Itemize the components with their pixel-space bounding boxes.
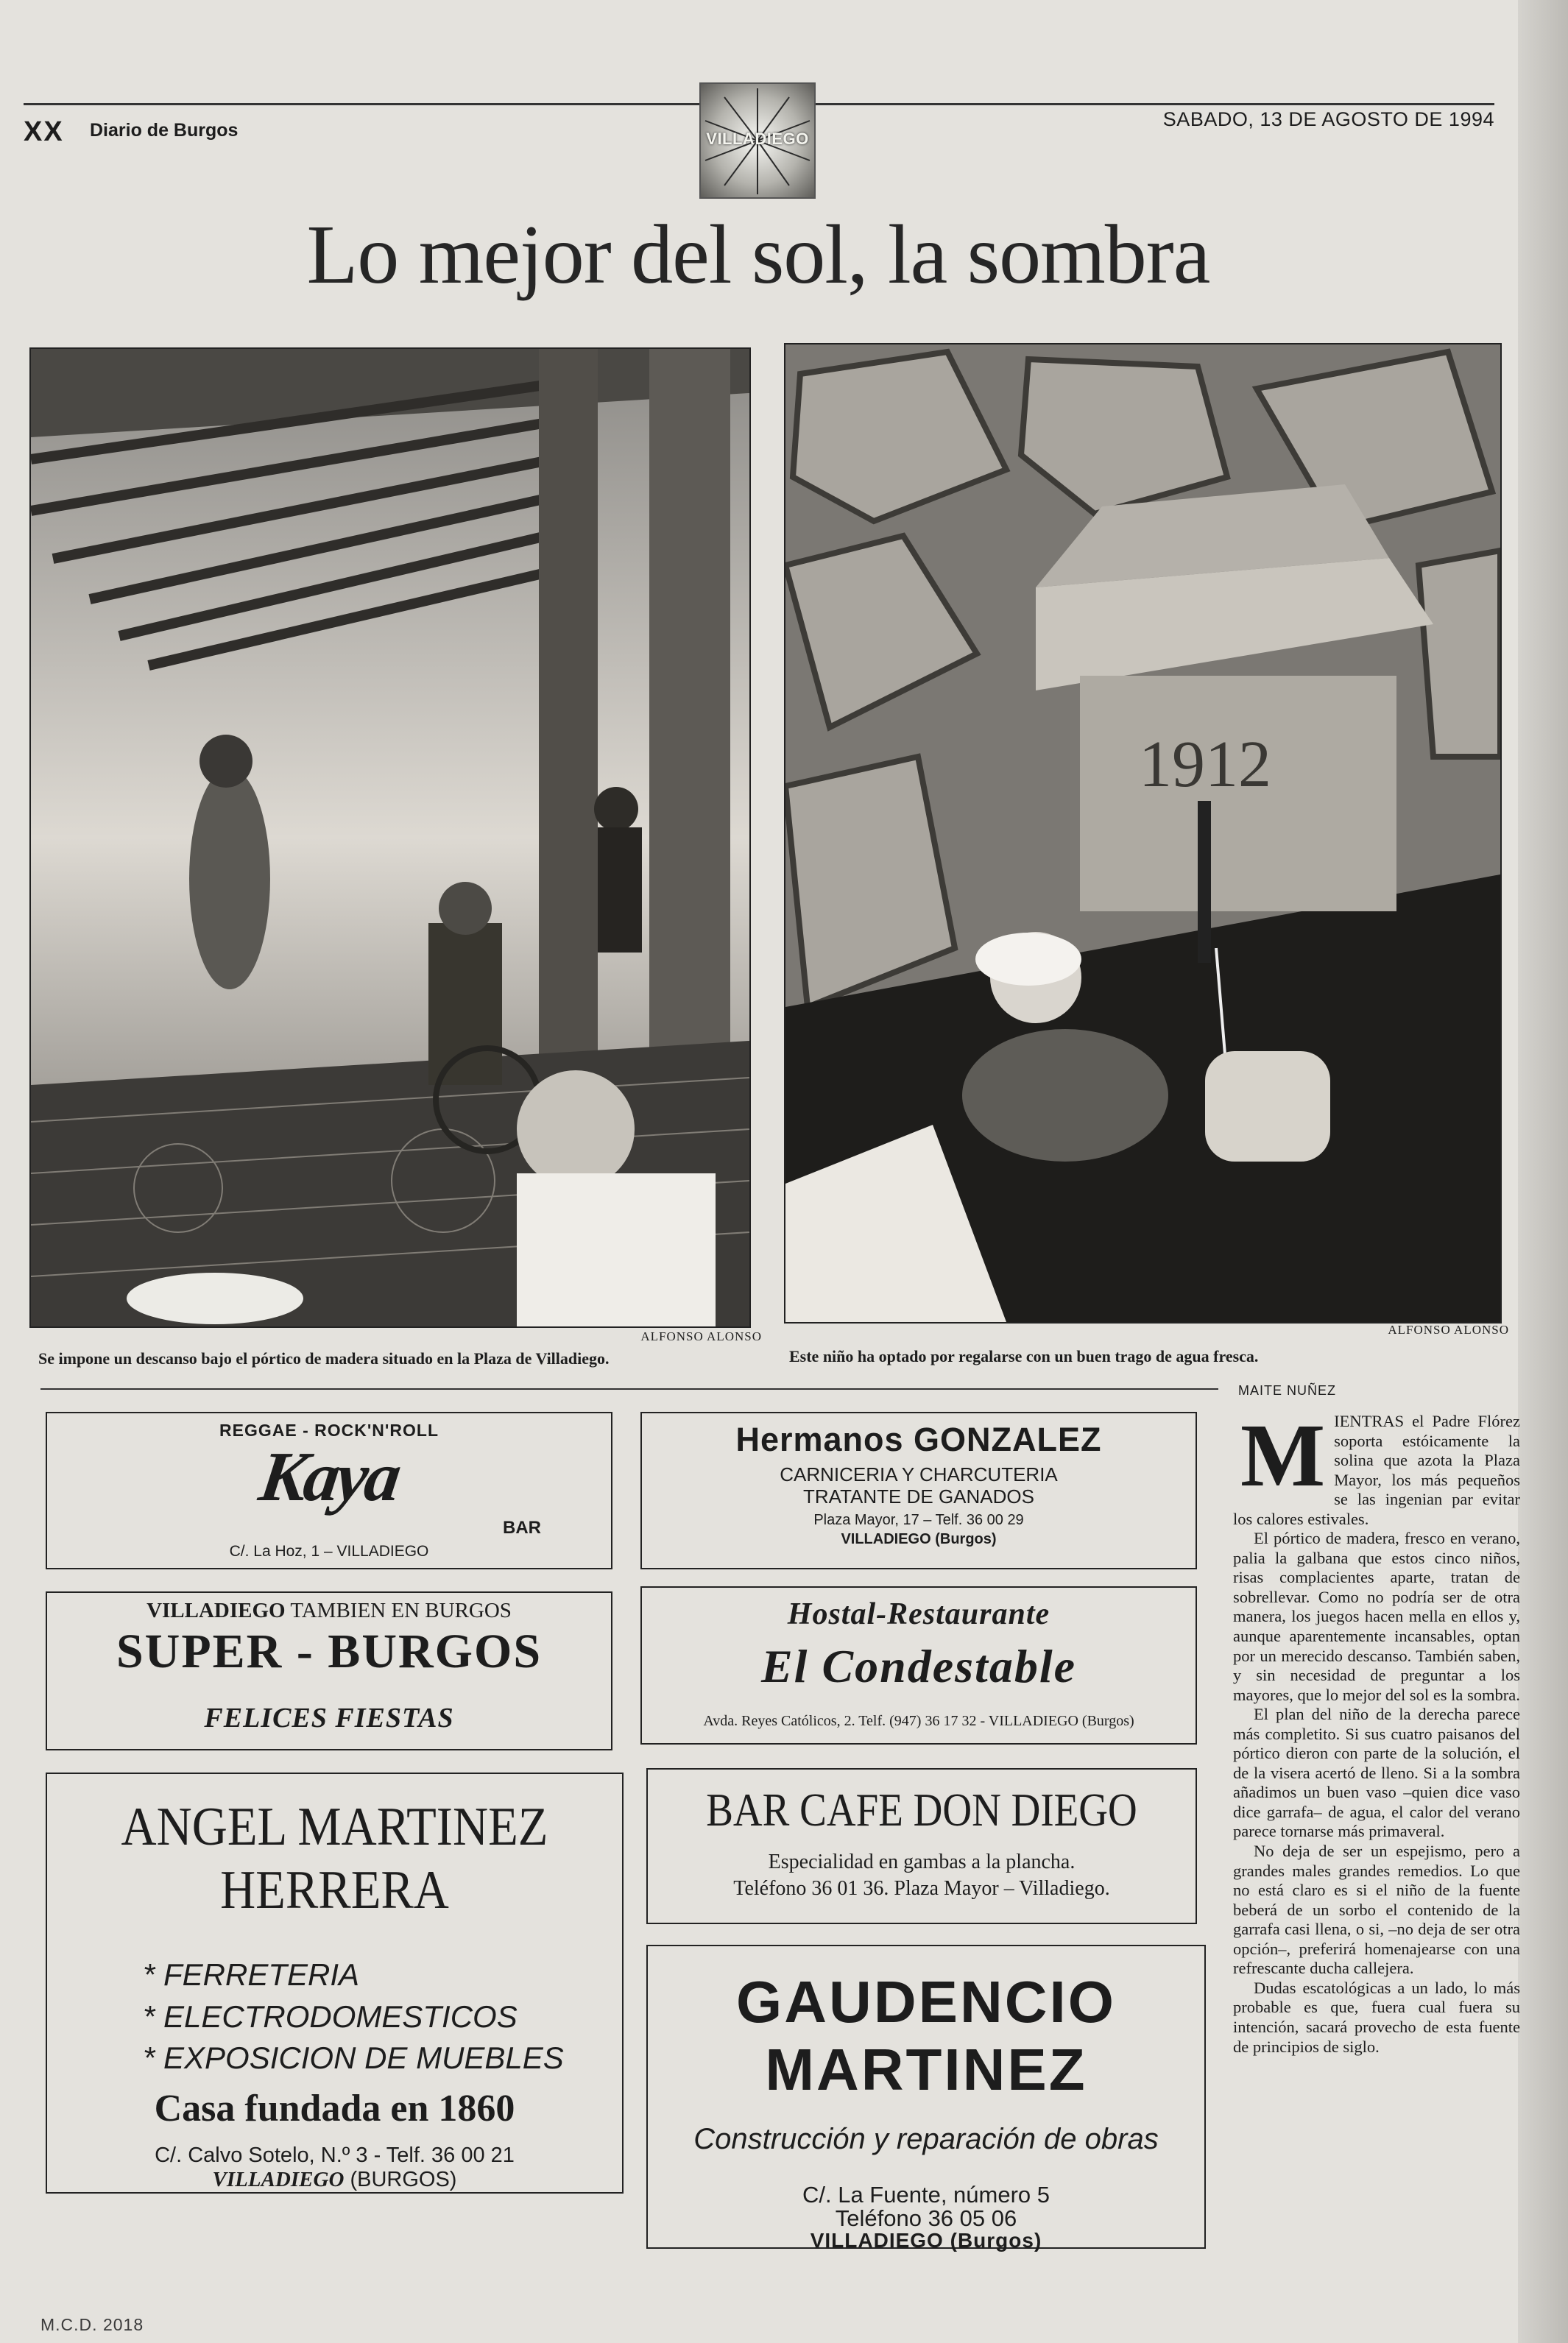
dondiego-line1: Especialidad en gambas a la plancha. bbox=[768, 1851, 1076, 1873]
condestable-name: El Condestable bbox=[760, 1640, 1077, 1692]
ad-gaudencio-martinez bbox=[646, 1945, 1206, 2252]
martinez-address: C/. Calvo Sotelo, N.º 3 - Telf. 36 00 21 bbox=[155, 2144, 515, 2167]
gonzalez-line1: CARNICERIA Y CHARCUTERIA bbox=[780, 1463, 1058, 1485]
martinez-services bbox=[143, 1954, 564, 2079]
page-headline: Lo mejor del sol, la sombra bbox=[306, 208, 1210, 301]
superburgos-name: SUPER - BURGOS bbox=[116, 1625, 543, 1678]
ad-super-burgos bbox=[46, 1591, 612, 1750]
article-body bbox=[1233, 1406, 1520, 2280]
photo-credit-left: ALFONSO ALONSO bbox=[640, 1329, 762, 1343]
condestable-address: Avda. Reyes Católicos, 2. Telf. (947) 36 17 32 - VILLADIEGO (Burgos) bbox=[703, 1713, 1134, 1729]
ad-el-condestable bbox=[640, 1586, 1197, 1745]
ad-bar-cafe-don-diego bbox=[646, 1768, 1197, 1924]
photo-caption-left: Se impone un descanso bajo el pórtico de madera situado en la Plaza de Villadiego. bbox=[38, 1349, 610, 1368]
ad-kaya-bar bbox=[46, 1412, 612, 1569]
superburgos-top-suffix: TAMBIEN EN BURGOS bbox=[290, 1599, 512, 1622]
gaudencio-line1: Construcción y reparación de obras bbox=[693, 2123, 1159, 2155]
martinez-service-item: * ELECTRODOMESTICOS bbox=[143, 1999, 518, 2034]
article-paragraph: El plan del niño de la derecha parece más completito. Si sus cuatro paisanos del pórtico dieron con parte de la solución, el de la visera acertó de lleno. Si a la sombra añadimos un buen vaso –quien dice vaso dice garrafa– de agua, el calor del verano parece tornarse más primaveral. bbox=[1233, 1705, 1520, 1841]
martinez-name-line1: ANGEL MARTINEZ bbox=[121, 1797, 548, 1857]
kaya-logo-text: Kaya bbox=[255, 1437, 403, 1516]
ad-angel-martinez bbox=[46, 1773, 624, 2194]
issue-date: SABADO, 13 DE AGOSTO DE 1994 bbox=[1162, 108, 1494, 130]
page-number: XX bbox=[24, 116, 64, 147]
article-author: MAITE NUÑEZ bbox=[1238, 1383, 1337, 1398]
gonzalez-name: Hermanos GONZALEZ bbox=[735, 1421, 1102, 1458]
superburgos-top-line bbox=[47, 1599, 611, 1623]
martinez-founded: Casa fundada en 1860 bbox=[154, 2088, 515, 2130]
page-footer-code: M.C.D. 2018 bbox=[40, 2315, 144, 2334]
gaudencio-phone: Teléfono 36 05 06 bbox=[835, 2205, 1017, 2231]
kaya-tagline: REGGAE - ROCK'N'ROLL bbox=[219, 1421, 439, 1440]
gonzalez-city: VILLADIEGO (Burgos) bbox=[841, 1531, 997, 1547]
dondiego-line2: Teléfono 36 01 36. Plaza Mayor – Villadiego. bbox=[733, 1877, 1110, 1900]
gaudencio-address: C/. La Fuente, número 5 bbox=[802, 2182, 1050, 2208]
martinez-name-line2: HERRERA bbox=[220, 1860, 449, 1920]
gonzalez-line2: TRATANTE DE GANADOS bbox=[803, 1485, 1034, 1508]
fountain-date-text: 1912 bbox=[1139, 728, 1271, 801]
kaya-type: BAR bbox=[503, 1518, 541, 1538]
article-paragraph: IENTRAS el Padre Flórez soporta estóicamente la solina que azota la Plaza Mayor, los más pequeños se las ingenian par evitar los calores estivales. bbox=[1233, 1412, 1520, 1528]
newspaper-name: Diario de Burgos bbox=[90, 120, 239, 141]
superburgos-top-prefix: VILLADIEGO bbox=[146, 1599, 286, 1622]
dondiego-name: BAR CAFE DON DIEGO bbox=[706, 1784, 1137, 1836]
martinez-city: VILLADIEGO bbox=[212, 2168, 345, 2191]
martinez-province: (BURGOS) bbox=[350, 2168, 457, 2191]
section-logo-label: VILLADIEGO bbox=[706, 130, 809, 148]
superburgos-greeting: FELICES FIESTAS bbox=[204, 1703, 454, 1734]
gaudencio-city: VILLADIEGO (Burgos) bbox=[810, 2229, 1042, 2252]
gonzalez-address: Plaza Mayor, 17 – Telf. 36 00 29 bbox=[813, 1512, 1024, 1528]
ads-section-rule bbox=[40, 1388, 1218, 1390]
photo-caption-right: Este niño ha optado por regalarse con un buen trago de agua fresca. bbox=[789, 1347, 1259, 1365]
fountain-photo bbox=[784, 343, 1502, 1324]
condestable-type: Hostal-Restaurante bbox=[787, 1597, 1050, 1631]
martinez-city-line bbox=[47, 2168, 622, 2192]
martinez-service-item: * FERRETERIA bbox=[143, 1957, 360, 1992]
gaudencio-name-line2: MARTINEZ bbox=[765, 2037, 1087, 2102]
section-logo bbox=[699, 82, 816, 199]
ad-hermanos-gonzalez bbox=[640, 1412, 1197, 1569]
page-fold-shadow bbox=[1518, 0, 1568, 2343]
article-dropcap: M bbox=[1240, 1406, 1326, 1505]
gaudencio-name-line1: GAUDENCIO bbox=[736, 1969, 1116, 2035]
article-paragraph: No deja de ser un espejismo, pero a grandes males grandes remedios. Lo que no está claro es si el niño de la fuente beberá de un sorbo el contenido de la garrafa casi llena, o si, –no deja de ser otra opción–, preferirá homenajearse con una refrescante ducha callejera. bbox=[1233, 1842, 1520, 1978]
kaya-address: C/. La Hoz, 1 – VILLADIEGO bbox=[229, 1543, 429, 1560]
portico-photo bbox=[29, 347, 751, 1328]
photo-credit-right: ALFONSO ALONSO bbox=[1388, 1323, 1509, 1337]
article-paragraph: El pórtico de madera, fresco en verano, palia la galbana que estos cinco niños, risas complacientes aparte, tratan de sobrellevar. Como no podría ser de otra manera, los juegos hacen mella en ellos y, aunque aparentemente incansables, optan por un merecido descanso. También saben, y sin necesidad de preguntar a los mayores, que lo mejor del sol es la sombra. bbox=[1233, 1529, 1520, 1704]
article-paragraph: Dudas escatológicas a un lado, lo más probable es que, fuera cual fuera su intención, sacará provecho de esta fuente de principios de siglo. bbox=[1233, 1978, 1520, 2056]
martinez-service-item: * EXPOSICION DE MUEBLES bbox=[143, 2040, 564, 2076]
